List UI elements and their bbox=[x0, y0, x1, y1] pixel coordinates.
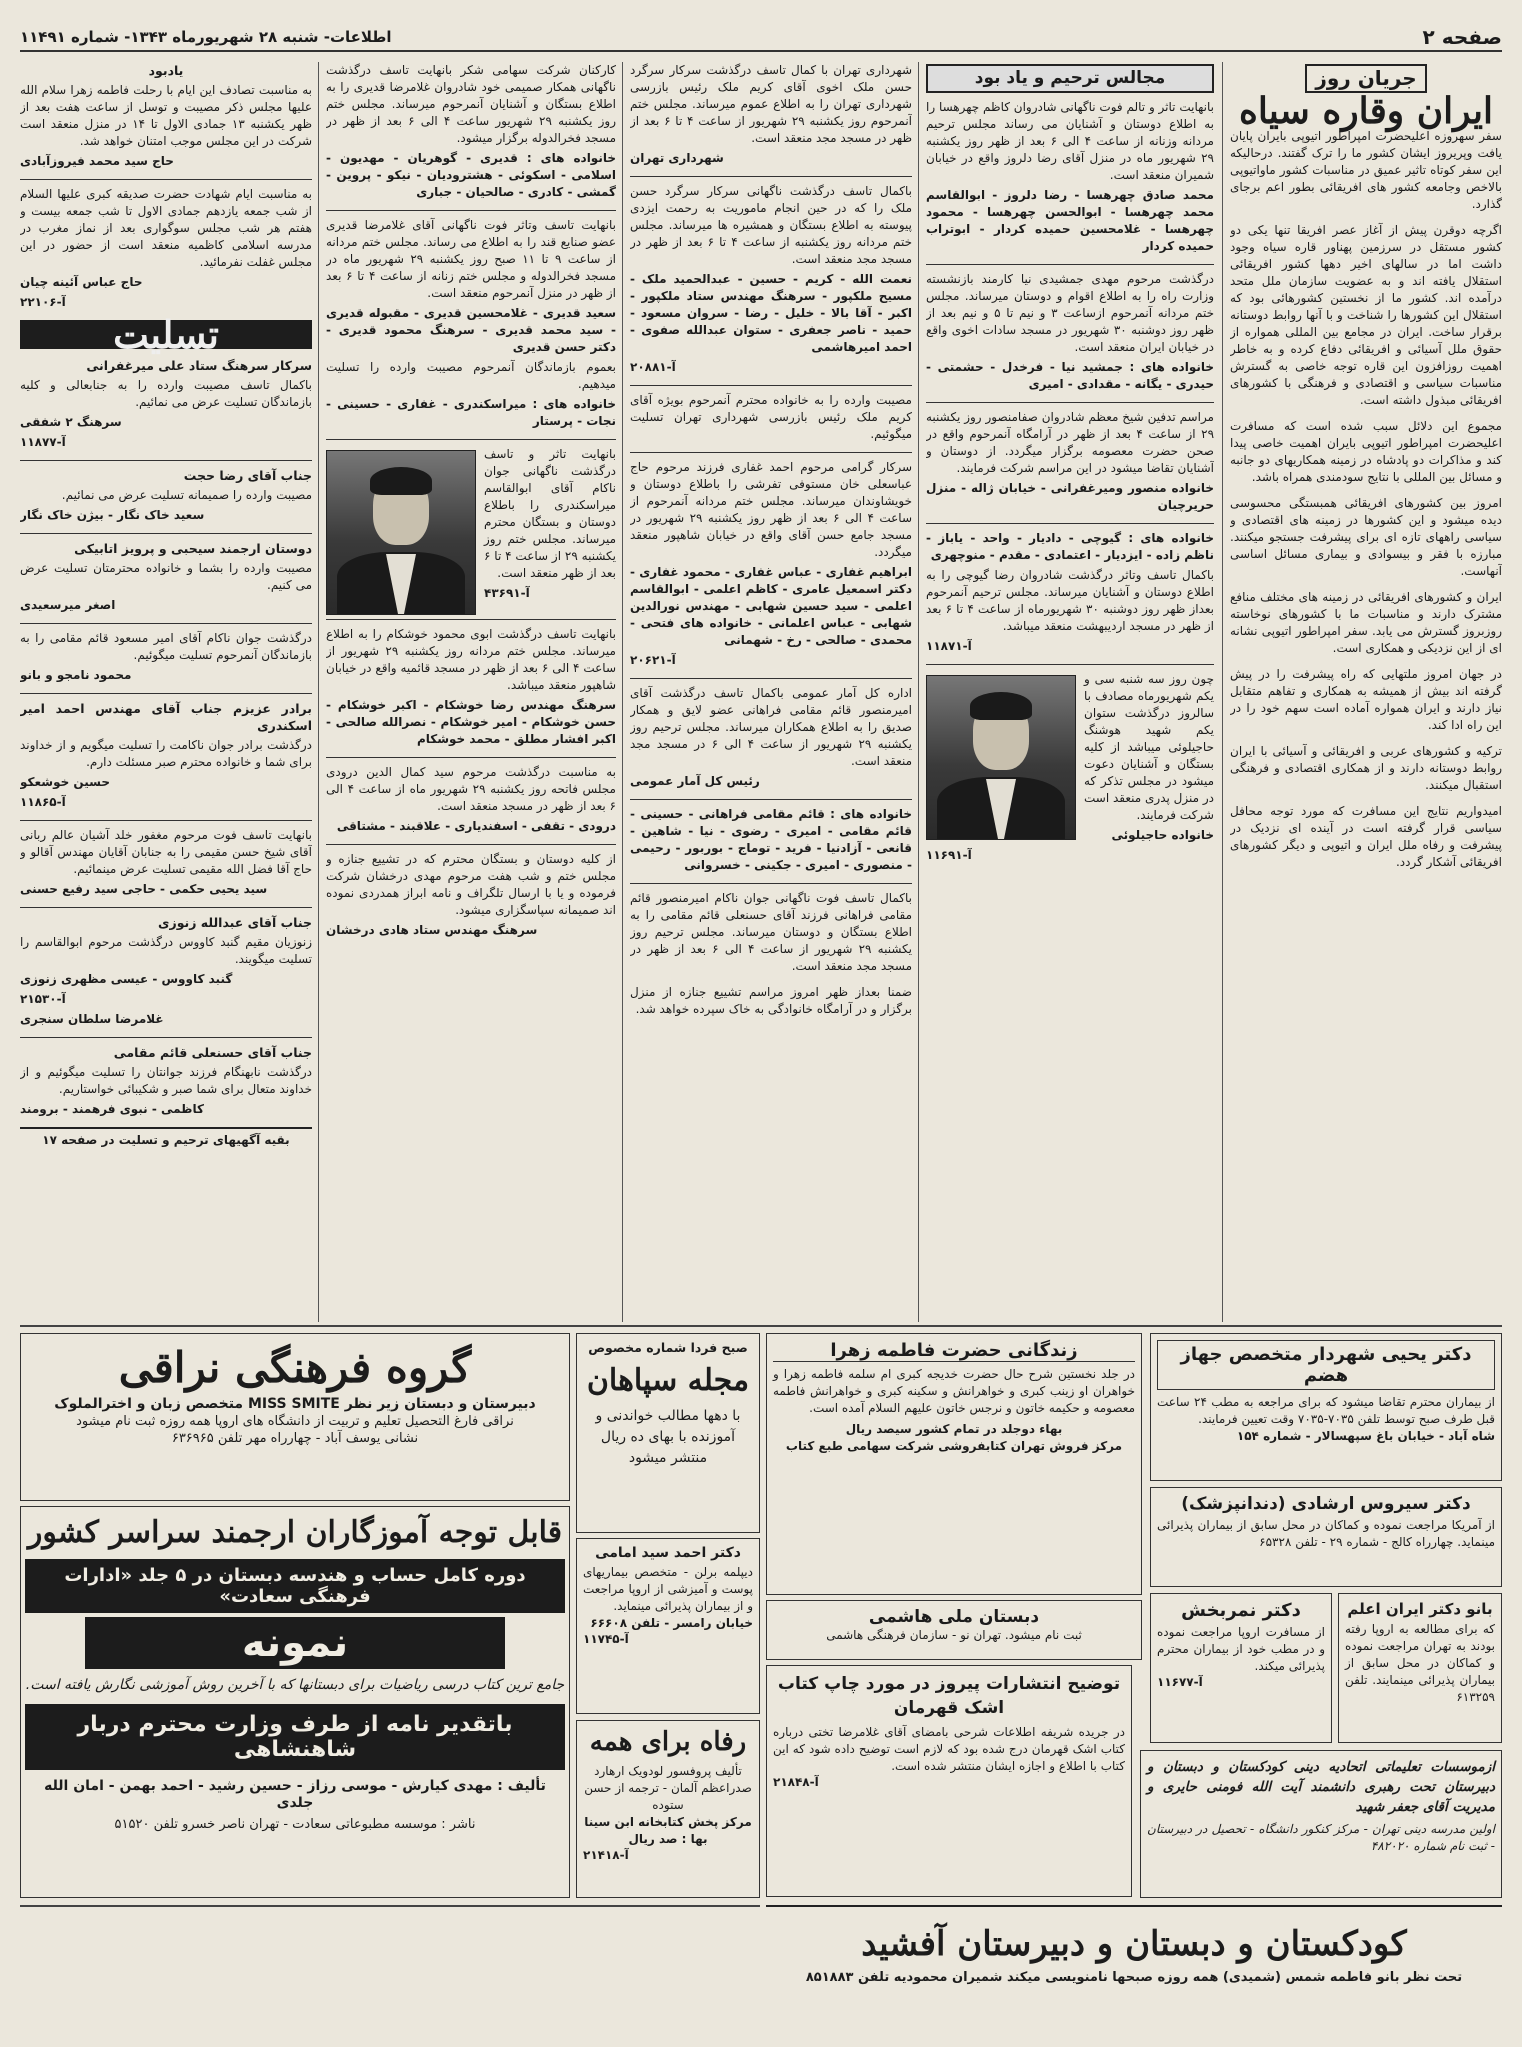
notice-text: کارکنان شرکت سهامی شکر بانهایت تاسف درگذشت ناگهانی همکار صمیمی خود شادروان غلامرضا قدیری را به اطلاع بستگان و آشنایان آنمرحوم میرساند. مجلس ختم روز یکشنبه ۲۹ شهریور ساعت ۴ الی ۶ بعد از ظهر در مسجد فخرالدوله برگزار میشود. bbox=[326, 63, 616, 145]
notice-signature: شهرداری تهران bbox=[630, 151, 724, 165]
notice-title: سرکار سرهنگ ستاد علی میرغفرانی bbox=[86, 358, 312, 373]
notice-text: درگذشت برادر جوان ناکامت را تسلیت میگویم و از خداوند برای شما و خانواده محترم صبر مسئلت دارم. bbox=[20, 738, 312, 769]
notice-text: باکمال تاسف درگذشت ناگهانی سرکار سرگرد حسن ملک را که در حین انجام ماموریت به رحمت ایزدی پیوسته به اطلاع بستگان و همشیره ها میرساند. مجلس ختم مردانه روز یکشنبه از ساعت ۴ تا ۶ بعد از ظهر در مسجد مجد منعقد است. bbox=[630, 184, 912, 266]
notice-text: مراسم تدفین شیخ معظم شادروان صفامنصور روز یکشنبه ۲۹ از ساعت ۴ بعد از ظهر در آرامگاه آنمرحوم واقع در صحن حضرت معصومه برگزار میگردد. از دوستان و آشنایان تقاضا میشود در این مراسم شرکت فرمایند. bbox=[926, 410, 1214, 475]
ad-code: آ-۱۱۸۷۷ bbox=[20, 435, 66, 449]
notice-text: به مناسبت درگذشت مرحوم سید کمال الدین درودی مجلس فاتحه روز یکشنبه ۲۹ شهریور ماه از ساعت ۴ الی ۶ بعد از ظهر در مسجد منعقد است. bbox=[326, 765, 616, 813]
ad-code: آ-۴۳۶۹۱ bbox=[484, 586, 530, 600]
notice-signature: سعید خاک نگار - بیژن خاک نگار bbox=[20, 508, 205, 522]
condolence-notice bbox=[20, 540, 312, 614]
condolence-notice bbox=[20, 700, 312, 811]
notice-text: بعموم بازماندگان آنمرحوم مصیبت وارده را تسلیت میدهیم. bbox=[326, 360, 616, 391]
notice-text: به مناسبت تصادف این ایام با رحلت فاطمه زهرا سلام الله علیها مجلس ذکر مصیبت و توسل از ساعت هفت بعد از ظهر یکشنبه ۱۳ جمادی الاول تا ۱۴ در منزل منعقد است شرکت در این مجلس موجب امتنان خواهد شد. bbox=[20, 83, 312, 148]
book-ad bbox=[576, 1720, 760, 1898]
divider bbox=[20, 907, 312, 908]
notice-text: بانهایت تاثر و تالم فوت ناگهانی شادروان کاظم چهرهسا را به اطلاع دوستان و آشنایان می رساند مجلس ترحیم مردانه وزنانه از ساعت ۴ الی ۶ بعد از ظهر روز یکشنبه ۲۹ شهریور ماه در منزل آقای رضا دلروز واقع در خیابان شمیران منعقد است. bbox=[926, 100, 1214, 182]
notice-signature: اصغر میرسعیدی bbox=[20, 598, 116, 612]
notice-text: باکمال تاسف وتاثر درگذشت شادروان رضا گیوچی را به اطلاع دوستان و آشنایان میرساند. مجلس ترحیم آنمرحوم بعداز ظهر روز دوشنبه ۳۰ شهریورماه از ساعت ۴ تا ۶ بعد از ظهر در مسجد اردیبهشت منعقد میباشد. bbox=[926, 568, 1214, 633]
doctor-ad bbox=[1150, 1333, 1502, 1481]
notice-text: زنوزیان مقیم گنبد کاووس درگذشت مرحوم ابوالقاسم را تسلیت میگویند. bbox=[20, 935, 312, 966]
condolence-notice bbox=[20, 914, 312, 1028]
notice-ad bbox=[766, 1665, 1132, 1897]
doctor-ad bbox=[576, 1538, 760, 1714]
ad-text: صبح فردا شماره مخصوص bbox=[588, 1340, 748, 1355]
notice-text: از کلیه دوستان و بستگان محترم که در تشییع جنازه و مجلس ختم و شب هفت مرحوم مهدی درخشان شرکت فرموده و یا با ارسال تلگراف و نامه ابراز همدردی نموده اند صمیمانه سپاسگزاری میشود. bbox=[326, 852, 616, 917]
divider bbox=[630, 452, 912, 453]
school-ad bbox=[766, 1600, 1142, 1660]
memorial-notice bbox=[20, 186, 312, 311]
ad-title: کودکستان و دبستان و دبیرستان آفشید bbox=[861, 1924, 1407, 1964]
memorial-notice bbox=[630, 685, 912, 790]
ad-text: نراقی فارغ التحصیل تعلیم و تربیت از دانشگاه های اروپا همه روزه ثبت نام میشود bbox=[76, 1414, 514, 1429]
memorial-column bbox=[326, 62, 616, 1317]
notice-title: جناب آقای عبدالله زنوزی bbox=[158, 915, 312, 930]
column-rule bbox=[318, 62, 319, 1322]
family-names: ابراهیم غفاری - عباس غفاری - محمود غفاری - دکتر اسمعیل عامری - کاظم اعلمی - ابوالقاسم اعلمی - سید حسین شهابی - مهندس نورالدین شهابی - عباس اعلمانی - خانواده های فتحی - محمدی - صالحی - رخ - شهمانی bbox=[630, 565, 912, 647]
ad-address: شاه آباد - خیابان باغ سپهسالار - شماره ۱۵۴ bbox=[1236, 1429, 1495, 1443]
ad-title: قابل توجه آموزگاران ارجمند سراسر کشور bbox=[27, 1515, 563, 1550]
divider bbox=[20, 533, 312, 534]
family-names: درودی - تقفی - اسفندیاری - علاقبند - مشتاقی bbox=[336, 819, 616, 833]
editorial-headline: ایران وقاره سیاه bbox=[1238, 90, 1494, 132]
divider bbox=[926, 664, 1214, 665]
school-ad bbox=[766, 1905, 1502, 2031]
magazine-ad bbox=[576, 1333, 760, 1533]
notice-text: بانهایت تاثر و تاسف درگذشت ناگهانی جوان ناکام آقای ابوالقاسم میراسکندری را باطلاع دوستان و بستگان محترم میرساند. مجلس ختم روز یکشنبه ۲۹ از ساعت ۴ تا ۶ بعد از ظهر منعقد است. bbox=[484, 447, 616, 580]
memorial-column bbox=[630, 62, 912, 1317]
ad-title: توضیح انتشارات پیروز در مورد چاپ کتاب اشک قهرمان bbox=[777, 1674, 1121, 1718]
notice-text: شهرداری تهران با کمال تاسف درگذشت سرکار سرگرد حسن ملک اخوی آقای کریم ملک رئیس بازرسی شهرداری تهران را به اطلاع عموم میرساند. مجلس ختم آنمرحوم روز یکشنبه ۲۹ شهریور از ساعت ۴ تا ۶ بعد از ظهر در مسجد مجد منعقد است. bbox=[630, 63, 912, 145]
ad-code: آ-۱۱۸۶۵ bbox=[20, 795, 66, 809]
notice-signature: غلامرضا سلطان سنجری bbox=[20, 1012, 164, 1026]
divider bbox=[326, 757, 616, 758]
issue-info: اطلاعات- شنبه ۲۸ شهریورماه ۱۳۴۳- شماره ۱۱۴۹۱ bbox=[20, 28, 392, 46]
ad-text: ثبت نام میشود. تهران نو - سازمان فرهنگی هاشمی bbox=[826, 1628, 1082, 1642]
memorial-notice bbox=[630, 62, 912, 167]
family-names: خانواده های : میراسکندری - غفاری - حسینی - نجات - پرستار bbox=[326, 397, 616, 428]
notice-signature: سرهنگ مهندس ستاد هادی درخشان bbox=[326, 923, 538, 937]
notice-text: مصیبت وارده را بشما و خانواده محترمتان تسلیت عرض می کنیم. bbox=[20, 561, 312, 592]
notice-text: اداره کل آمار عمومی باکمال تاسف درگذشت آقای امیرمنصور قائم مقامی فراهانی عضو لایق و همکار صدیق را به اطلاع همکاران میرساند. مجلس ترحیم روز یکشنبه ۲۹ شهریور از ساعت ۴ الی ۶ در مسجد مجد منعقد است. bbox=[630, 686, 912, 768]
notice-text: چون روز سه شنبه سی و یکم شهریورماه مصادف با سالروز درگذشت ستوان یکم شهید هوشنگ حاجیلوئی میباشد از کلیه بستگان و آشنایان دعوت میشود در مجلس تذکر که در منزل پدری منعقد است شرکت فرمایند. bbox=[1084, 672, 1214, 822]
family-names: خانواده های : جمشید نیا - فرخدل - حشمتی - حیدری - یگانه - مقدادی - امیری bbox=[926, 360, 1214, 391]
editorial-paragraph: امروز بین کشورهای افریقائی همبستگی محسوسی دیده میشود و این کشورها در زمینه های اقتصادی و سیاسی راههای تازه ای برای پیشرفت جستجو میکنند. مبارزه با فقر و بیسوادی و بیماری مسائل اساسی آنهاست. bbox=[1230, 496, 1502, 578]
ad-code: آ-۲۲۱۰۶ bbox=[20, 295, 66, 309]
editorial-paragraph: ایران و کشورهای افریقائی در زمینه های مختلف منافع مشترک دارند و مناسبات ما با کشورهای نوخاسته روزبروز گسترش می یابد. سفر امپراطور اتیوپی نشانه ای از این نزدیکی و همکاری است. bbox=[1230, 590, 1502, 655]
notice-signature: سرهنگ ۲ شفقی bbox=[20, 415, 122, 429]
notice-text: درگذشت مرحوم مهدی جمشیدی نیا کارمند بازنشسته وزارت راه را به اطلاع اقوام و دوستان میرساند. مجلس ختم مردانه آنمرحوم ازساعت ۳ و نیم تا ۵ و نیم بعد از ظهر روز دوشنبه ۳۰ شهریور در مسجد سادات اخوی واقع در خیابان ایران منعقد است. bbox=[926, 272, 1214, 354]
notice-signature: محمود نامجو و بانو bbox=[20, 668, 132, 682]
divider bbox=[630, 678, 912, 679]
condolence-notice bbox=[20, 357, 312, 451]
family-names: سعید قدیری - غلامحسین قدیری - مقبوله قدیری - سید محمد قدیری - سرهنگ محمود قدیری - دکتر حسن قدیری bbox=[326, 306, 616, 354]
ad-text: ازموسسات تعلیماتی اتحادیه دینی کودکستان و دبستان و دبیرستان تحت رهبری دانشمند آیت الله فومنی حایری و مدیریت آقای جعفر شهید bbox=[1147, 1759, 1495, 1815]
ad-text: مرکز پخش کتابخانه ابن سینا bbox=[584, 1815, 752, 1829]
ad-text: تألیف پروفسور لودویک ارهارد صدراعظم آلمان - ترجمه از حسن ستوده bbox=[584, 1764, 752, 1812]
ad-title: دکتر نمربخش bbox=[1181, 1600, 1301, 1621]
ad-code: آ-۲۰۸۸۱ bbox=[630, 360, 676, 374]
notice-title: یادبود bbox=[148, 63, 184, 78]
notice-title: جناب آقای رضا حجت bbox=[183, 468, 312, 483]
ad-title: رفاه برای همه bbox=[589, 1727, 747, 1757]
memorial-notice bbox=[326, 626, 616, 748]
divider bbox=[326, 619, 616, 620]
section-title: مجالس ترحیم و یاد بود bbox=[926, 64, 1214, 93]
ad-authors: تألیف : مهدی کیارش - موسی رزاز - حسین رشید - احمد بهمن - امان الله جلدی bbox=[44, 1778, 546, 1811]
divider bbox=[630, 883, 912, 884]
notice-text: سرکار گرامی مرحوم احمد غفاری فرزند مرحوم حاج عباسعلی خان مستوفی تفرشی را باطلاع دوستان و خویشاوندان میرساند. مجلس ختم مردانه آنمرحوم از ساعت ۴ الی ۶ بعد از ظهر روز یکشنبه ۲۹ شهریور در مسجد جامع حسن آقای واقع در خیابان شاهپور منعقد میگردد. bbox=[630, 460, 912, 559]
ad-subtitle: دوره کامل حساب و هندسه دبستان در ۵ جلد «ادارات فرهنگی سعادت» bbox=[25, 1559, 565, 1613]
page-header bbox=[20, 24, 1502, 52]
ad-code: آ-۱۱۸۷۱ bbox=[926, 639, 972, 653]
school-ad bbox=[20, 1333, 570, 1501]
column-rule bbox=[622, 62, 623, 1322]
ad-title: گروه فرهنگی نراقی bbox=[118, 1343, 472, 1392]
notice-text: درگذشت جوان ناکام آقای امیر مسعود قائم مقامی را به بازماندگان آنمرحوم تسلیت میگوئیم. bbox=[20, 631, 312, 662]
doctor-ad bbox=[1338, 1593, 1502, 1743]
ad-price: بها : صد ریال bbox=[628, 1832, 708, 1846]
notice-text: مصیبت وارده را به خانواده محترم آنمرحوم بویژه آقای کریم ملک رئیس بازرسی شهرداری تهران تسلیت میگوئیم. bbox=[630, 393, 912, 441]
notice-signature: رئیس کل آمار عمومی bbox=[630, 774, 760, 788]
ad-award: باتقدیر نامه از طرف وزارت محترم دربار شاهنشاهی bbox=[25, 1704, 565, 1770]
memorial-notice bbox=[326, 764, 616, 835]
condolence-notice bbox=[20, 467, 312, 524]
memorial-notice bbox=[630, 183, 912, 376]
ad-title: دکتر یحیی شهردار متخصص جهاز هضم bbox=[1157, 1340, 1495, 1390]
ad-title: دکتر احمد سید امامی bbox=[595, 1545, 741, 1561]
ad-code: آ-۱۱۶۷۷ bbox=[1157, 1675, 1203, 1689]
memorial-notice bbox=[926, 530, 1214, 655]
notice-text: مصیبت وارده را صمیمانه تسلیت عرض می نمائیم. bbox=[61, 488, 312, 502]
editorial-paragraph: سفر سهروزه اعلیحضرت امپراطور اتیوپی بایران پایان یافت وپریروز ایشان کشور ما را ترک گفتند. درحالیکه این سفر کوتاه تاثیر عمیق در مناسبات کشور ماواتیوپی بالاخص وجامعه کشور های افریقائی بطور اعم برجای گذارد. bbox=[1230, 129, 1502, 211]
divider bbox=[926, 523, 1214, 524]
editorial-paragraph: ترکیه و کشورهای عربی و افریقائی و آسیائی با ایران روابط دوستانه دارند و از همکاری اقتصادی و فرهنگی استقبال میکنند. bbox=[1230, 744, 1502, 792]
divider bbox=[326, 210, 616, 211]
ad-title: دکتر سیروس ارشادی (دندانپزشک) bbox=[1181, 1494, 1471, 1514]
editorial-column bbox=[1230, 62, 1502, 1317]
divider bbox=[630, 799, 912, 800]
ad-publisher: ناشر : موسسه مطبوعاتی سعادت - تهران ناصر خسرو تلفن ۵۱۵۲۰ bbox=[114, 1817, 476, 1832]
notice-signature: گنبد کاووس - عیسی مظهری زنوزی bbox=[20, 972, 233, 986]
memorial-notice bbox=[326, 851, 616, 939]
divider bbox=[20, 1037, 312, 1038]
ad-code: آ-۲۱۸۴۸ bbox=[773, 1775, 819, 1789]
editorial-paragraph: اگرچه دوقرن پیش از آغاز عصر افریقا تنها یکی دو کشور مستقل در سرزمین پهناور قاره سیاه وجود داشت اما در سالهای اخیر دهها کشور افریقائی استقلال یافته اند و به عضویت سازمان ملل متحد درآمده اند. کشور ما از نخستین کشورهائی بود که استقلال این کشورها را شناخت و با آنها روابط دوستانه برقرار ساخت. ایران در مجامع بین المللی همواره از حقوق ملل آسیائی و افریقائی دفاع کرده و به خاطر اهمیت روزافزون این قاره توجه خاصی به گسترش مناسبات سیاسی و اقتصادی و فرهنگی با کشورهای افریقائی مبذول داشته است. bbox=[1230, 223, 1502, 407]
divider bbox=[20, 623, 312, 624]
divider bbox=[20, 693, 312, 694]
memorial-notice bbox=[326, 446, 616, 602]
ad-text: تحت نظر بانو فاطمه شمس (شمیدی) همه روزه صبحها نامنویسی میکند شمیران محمودیه تلفن ۸۵۱۸۸۳ bbox=[805, 1970, 1463, 1985]
doctor-ad bbox=[1150, 1593, 1332, 1743]
memorial-column bbox=[926, 62, 1214, 1317]
ad-text: جامع ترین کتاب درسی ریاضیات برای دبستانها که با آخرین روش آموزشی نگارش یافته است. bbox=[25, 1677, 565, 1693]
ad-price: بهاء دوجلد در تمام کشور سیصد ریال bbox=[845, 1422, 1063, 1436]
ad-code: آ-۲۰۶۲۱ bbox=[630, 653, 676, 667]
notice-signature: سید یحیی حکمی - حاجی سید رفیع حسنی bbox=[20, 882, 268, 896]
memorial-notice bbox=[326, 62, 616, 201]
ad-title: زندگانی حضرت فاطمه زهرا bbox=[773, 1340, 1135, 1362]
ads-divider bbox=[20, 1325, 1502, 1327]
memorial-notice bbox=[926, 99, 1214, 255]
condolence-banner: تسلیت bbox=[20, 320, 312, 349]
doctor-ad bbox=[1150, 1487, 1502, 1587]
memorial-notice bbox=[326, 217, 616, 430]
ads-divider bbox=[20, 1905, 760, 1907]
school-ad bbox=[1140, 1750, 1502, 1898]
family-names: محمد صادق چهرهسا - رضا دلروز - ابوالقاسم محمد چهرهسا - ابوالحسن چهرهسا - محمود چهرهسا - غلامحسین حمیده کردار - ابوتراب حمیده کردار bbox=[926, 188, 1214, 253]
page-number: صفحه ۲ bbox=[1422, 25, 1502, 49]
book-title: نمونه bbox=[85, 1617, 505, 1669]
ad-text: دیپلمه برلن - متخصص بیماریهای پوست و آمیزشی از اروپا مراجعت و از بیماران پذیرائی مینماید. bbox=[583, 1565, 753, 1613]
ad-address: نشانی یوسف آباد - چهارراه مهر تلفن ۶۳۶۹۶۵ bbox=[171, 1431, 419, 1446]
ad-text: مرکز فروش تهران کتابفروشی شرکت سهامی طبع کتاب bbox=[785, 1439, 1123, 1453]
continued-note: بقیه آگهیهای ترحیم و تسلیت در صفحه ۱۷ bbox=[20, 1127, 312, 1149]
family-names: خانواده های : قدیری - گوهریان - مهدیون - اسلامی - اسکوئی - هشترودیان - نیکو - پروین - گمشی - کادری - صالحیان - جباری bbox=[326, 151, 616, 199]
ad-code: آ-۱۱۷۴۵ bbox=[583, 1632, 629, 1646]
condolence-column bbox=[20, 62, 312, 1317]
divider bbox=[926, 264, 1214, 265]
portrait-photo bbox=[926, 675, 1076, 840]
ad-text: در جریده شریفه اطلاعات شرحی بامضای آقای غلامرضا تختی درباره کتاب اشک قهرمان درج شده بود که لازم است توضیح داده شود که این کتاب با اطلاع و اجازه ایشان منتشر شده است. bbox=[773, 1725, 1125, 1773]
condolence-notice bbox=[20, 827, 312, 898]
notice-title: جناب آقای حسنعلی قائم مقامی bbox=[113, 1045, 312, 1060]
column-rule bbox=[918, 62, 919, 1322]
ad-text: دبیرستان و دبستان زیر نظر MISS SMITE متخصص زبان و اخترالملوک bbox=[54, 1396, 536, 1412]
family-names: نعمت الله - کریم - حسین - عبدالحمید ملک - مسیح ملکپور - سرهنگ مهندس ستاد ملکپور - اکبر - آقا بالا - خلیل - رضا - سروان مسعود - حمید - ناصر جعفری - ستوان عبدالله صفوی - احمد امیرهاشمی bbox=[630, 272, 912, 354]
divider bbox=[926, 402, 1214, 403]
ad-text: از مسافرت اروپا مراجعت نموده و در مطب خود از بیماران محترم پذیرائی میکند. bbox=[1157, 1625, 1325, 1673]
ad-text: از بیماران محترم تقاضا میشود که برای مراجعه به مطب ۲۴ ساعت قبل طرف صبح توسط تلفن ۷۰۳۵-۷۰۳۵ وقت تعیین فرمایند. bbox=[1157, 1395, 1495, 1426]
notice-title: دوستان ارجمند سیحبی و پرویز اتابیکی bbox=[74, 541, 312, 556]
notice-signature: حسین خوشعکو bbox=[20, 775, 110, 789]
divider bbox=[20, 460, 312, 461]
editorial-paragraph: مجموع این دلائل سبب شده است که مسافرت اعلیحضرت امپراطور اتیوپی بایران اهمیت خاصی پیدا کند و مذاکرات دو پادشاه در زمینه همکاریهای دو جانبه و مسائل بین المللی با نتایج سودمندی همراه باشد. bbox=[1230, 419, 1502, 484]
divider bbox=[326, 844, 616, 845]
book-ad bbox=[766, 1333, 1142, 1595]
ad-text: اولین مدرسه دینی تهران - مرکز کنکور دانشگاه - تحصیل در دبیرستان - ثبت نام شماره ۴۸۲۰۲۰ bbox=[1147, 1822, 1495, 1853]
family-names: خانواده منصور ومیرغفرانی - خیابان ژاله - منزل حریرچیان bbox=[926, 481, 1214, 512]
column-rule bbox=[1222, 62, 1223, 1322]
notice-text: ضمنا بعداز ظهر امروز مراسم تشییع جنازه از منزل برگزار و در آرامگاه خانوادگی به خاک سپرده خواهد شد. bbox=[630, 985, 912, 1016]
notice-text: باکمال تاسف فوت ناگهانی جوان ناکام امیرمنصور قائم مقامی فراهانی فرزند آقای حسنعلی قائم مقامی را به اطلاع بستگان و دوستان میرساند. مجلس ترحیم روز یکشنبه ۲۹ شهریور از ساعت ۴ الی ۶ بعد از ظهر در مسجد مجد منعقد است. bbox=[630, 891, 912, 973]
divider bbox=[20, 820, 312, 821]
notice-text: باکمال تاسف مصیبت وارده را به جنابعالی و کلیه بازماندگان تسلیت عرض می نمائیم. bbox=[20, 378, 312, 409]
ad-text: که برای مطالعه به اروپا رفته بودند به تهران مراجعت نموده و کماکان در محل سابق از بیماران پذیرائی مینمایند. تلفن ۶۱۳۲۵۹ bbox=[1345, 1622, 1495, 1704]
column-box-title: جریان روز bbox=[1305, 64, 1426, 93]
memorial-notice bbox=[926, 671, 1214, 864]
condolence-notice bbox=[20, 630, 312, 684]
ad-code: آ-۲۱۴۱۸ bbox=[583, 1848, 629, 1862]
editorial-paragraph: در جهان امروز ملتهایی که راه پیشرفت را در پیش گرفته اند بیش از همیشه به همکاری و تفاهم متقابل نیاز دارند و ایران همواره آماده است سهم خود را در این راه ادا کند. bbox=[1230, 667, 1502, 732]
ad-title: دبستان ملی هاشمی bbox=[868, 1607, 1040, 1627]
notice-title: برادر عزیزم جناب آقای مهندس احمد امیر اسکندری bbox=[20, 701, 312, 733]
condolence-notice bbox=[20, 1044, 312, 1118]
notice-text: به مناسبت ایام شهادت حضرت صدیقه کبری علیها السلام از شب جمعه یازدهم جمادی الاول تا شب جمعه بیست و هفتم هر شب مجلس سوگواری بعد از نماز مغرب در مدرسه اسلامی کاظمیه منعقد است از حضور در این مجلس غفلت نفرمائید. bbox=[20, 187, 312, 269]
divider bbox=[630, 176, 912, 177]
magazine-title: مجله سپاهان bbox=[586, 1363, 750, 1398]
family-names: خانواده های : گیوچی - دادیار - واحد - یاباز - ناظم زاده - ایزدیار - اعتمادی - مقدم - منوچهری bbox=[926, 531, 1214, 562]
notice-signature: حاج سید محمد فیروزآبادی bbox=[20, 154, 174, 168]
notice-text: بانهایت تاسف درگذشت ابوی محمود خوشکام را به اطلاع میرساند. مجلس ختم مردانه روز یکشنبه ۲۹ شهریور از ساعت ۴ الی ۶ بعد از ظهر در مسجد قائمیه واقع در خیابان شاهپور منعقد میباشد. bbox=[326, 627, 616, 692]
ad-title: بانو دکتر ایران اعلم bbox=[1347, 1600, 1493, 1618]
ad-text: از آمریکا مراجعت نموده و کماکان در محل سابق از بیماران پذیرائی مینماید. چهارراه کالج - شماره ۲۹ - تلفن ۶۵۳۲۸ bbox=[1157, 1518, 1495, 1549]
ad-text: با دهها مطالب خواندنی و آموزنده با بهای ده ریال منتشر میشود bbox=[595, 1408, 741, 1466]
memorial-notice bbox=[926, 271, 1214, 393]
notice-signature: کاظمی - نبوی فرهمند - برومند bbox=[20, 1102, 204, 1116]
memorial-notice bbox=[926, 409, 1214, 514]
editorial-paragraph: امیدواریم نتایج این مسافرت که مورد توجه محافل سیاسی قرار گرفته است در آینده ای نزدیک در پیشرفت و رفاه ملل ایران و اتیوپی و دیگر کشورهای افریقائی آشکار گردد. bbox=[1230, 804, 1502, 869]
ad-code: آ-۲۱۵۳۰ bbox=[20, 992, 66, 1006]
portrait-photo bbox=[326, 450, 476, 615]
family-names: خانواده حاجیلوئی bbox=[1111, 828, 1214, 842]
memorial-notice bbox=[20, 62, 312, 170]
ad-address: خیابان رامسر - تلفن ۶۶۶۰۸ bbox=[590, 1616, 753, 1630]
ad-code: آ-۱۱۶۹۱ bbox=[926, 848, 972, 862]
divider bbox=[20, 179, 312, 180]
notice-text: بانهایت تاسف وتاثر فوت ناگهانی آقای غلامرضا قدیری عضو صنایع قند را به اطلاع می رساند. مجلس ختم مردانه از ساعت ۹ تا ۱۱ صبح روز یکشنبه ۲۹ شهریور ماه در مسجد فخرالدوله و مجلس ختم زنانه از ساعت ۴ تا ۶ بعد از ظهر در منزل آنمرحوم منعقد است. bbox=[326, 218, 616, 300]
ad-text: در جلد نخستین شرح حال حضرت خدیجه کبری ام سلمه فاطمه زهرا و خواهران او زینب کبری و خواهرانش و سکینه کبری و خواهرانش فاطمه معصومه و حکیمه خاتون و نرجس خاتون علیهم السلام آمده است. bbox=[773, 1367, 1135, 1415]
divider bbox=[630, 385, 912, 386]
notice-text: بانهایت تاسف فوت مرحوم مغفور خلد آشیان عالم ربانی آقای شیخ حسن مقیمی را به جنابان آقایان مهندس آقالو و حاج آقا فضل الله مقیمی تسلیت عرض مینمائیم. bbox=[20, 828, 312, 876]
divider bbox=[326, 439, 616, 440]
notice-signature: حاج عباس آئینه چیان bbox=[20, 275, 143, 289]
notice-text: درگذشت نابهنگام فرزند جوانتان را تسلیت میگوئیم و از خداوند متعال برای شما صبر و شکیبائی خواستاریم. bbox=[20, 1065, 312, 1096]
memorial-notice bbox=[630, 459, 912, 669]
textbook-ad bbox=[20, 1506, 570, 1898]
family-names: خانواده های : قائم مقامی فراهانی - حسینی - قائم مقامی - امیری - رضوی - نیا - شاهین - قانعی - آزادنیا - فرید - توماج - بوربور - رحیمی - منصوری - امیری - جکینی - خسروانی bbox=[630, 807, 912, 872]
family-names: سرهنگ مهندس رضا خوشکام - اکبر خوشکام - حسن خوشکام - امیر خوشکام - نصرالله صالحی - اکبر افشار مطلق - محمد خوشکام bbox=[326, 698, 616, 746]
